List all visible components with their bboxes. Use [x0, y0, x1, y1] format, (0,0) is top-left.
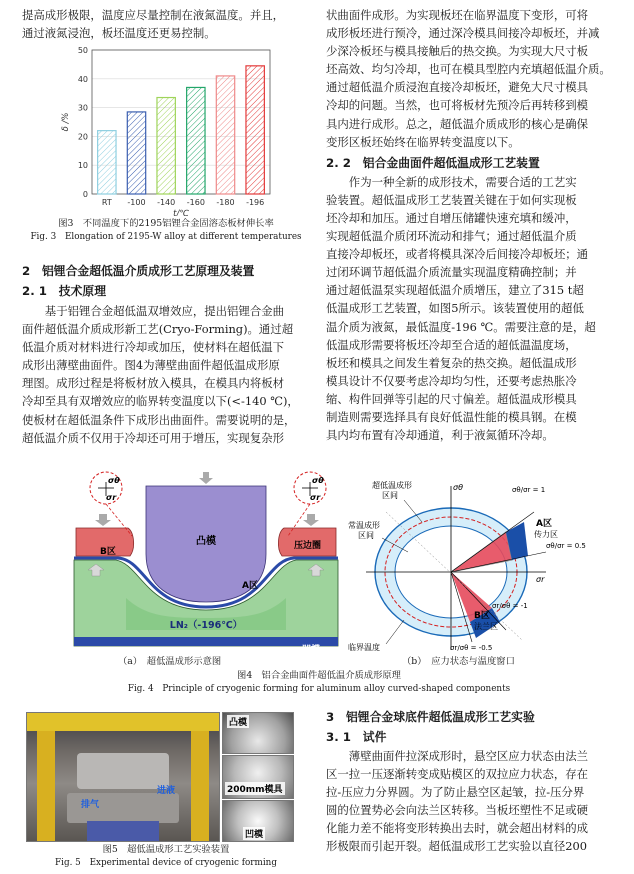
cryo-tank	[87, 821, 159, 841]
subcaption-a: （a） 超低温成形示意图	[118, 656, 222, 667]
a-zone-sub-label: 传力区	[534, 530, 558, 539]
text-line: 使板材在超低温条件下成形出曲面件。需要说明的是，	[22, 412, 296, 427]
text-line: 成形出薄壁曲面件。图4为薄壁曲面件超低温成形原	[22, 358, 280, 373]
caption-cn: 图3 不同温度下的2195铝锂合金固溶态板材伸长率	[58, 218, 274, 229]
figure-4-captions	[22, 656, 616, 695]
bar	[187, 87, 205, 194]
text-line: 验装置。超低温成形工艺装置关键在于如何实现板	[326, 192, 577, 207]
press-crossbeam	[27, 713, 219, 731]
caption-en: Fig. 5 Experimental device of cryogenic forming	[55, 857, 277, 868]
ratio-m05-label: σr/σθ = -0.5	[450, 644, 493, 652]
critical-temp-label: 临界温度	[348, 643, 380, 652]
paragraph	[326, 173, 616, 444]
paragraph	[22, 302, 310, 447]
die-photo	[222, 800, 294, 842]
press-photo	[26, 712, 220, 842]
text-line: 超低温介质不仅用于冷却还可用于增压，实现复杂形	[22, 430, 284, 445]
figure-4b-diagram	[346, 472, 608, 658]
bar	[246, 66, 264, 194]
fill-label: 进液	[157, 786, 176, 796]
text-line: 通过液氮浸泡，板坯温度还更易控制。	[22, 26, 216, 41]
text-line: 冷却至具有双增效应的临界转变温度以下(<-140 ℃)，	[22, 394, 299, 409]
ratio-m1-label: σr/σθ = -1	[492, 602, 528, 610]
subsection-title: 3. 1 试件	[326, 730, 387, 744]
normal-zone-label-2: 区间	[358, 531, 374, 540]
text-line: 坯冷却和加压。通过自增压储罐快速充填和缓冲，	[326, 210, 577, 225]
text-line: 过闭环调节超低温介质流量实现温度精确控制；并	[326, 265, 577, 280]
sigma-theta-label: σθ	[108, 476, 120, 485]
press-column	[191, 731, 209, 841]
punch-label: 凸模	[196, 536, 216, 547]
x-tick-label: -160	[186, 198, 205, 207]
text-line: 坯高效、均匀冷却，也可在模具型腔内充填超低温介质。	[326, 62, 611, 77]
sigma-r-label: σr	[106, 493, 117, 502]
subsection-title: 2. 1 技术原理	[22, 284, 106, 298]
x-tick-label: -100	[127, 198, 146, 207]
text-line: 区一拉一压逐渐转变成贴模区的双拉应力状态，存在	[326, 767, 588, 782]
text-line: 直接冷却板坯，或者将模具深冷后间接冷却板坯；通	[326, 247, 588, 262]
sigma-theta-label: σθ	[312, 476, 324, 485]
x-axis-label: t/℃	[173, 209, 189, 216]
bar	[216, 76, 234, 194]
part-tag: 200mm模具	[225, 782, 285, 795]
arrow-down-icon	[303, 514, 319, 526]
paragraph	[326, 747, 616, 856]
die-tag: 凹模	[243, 827, 265, 840]
press-column	[37, 731, 55, 841]
right-intro	[326, 6, 616, 444]
left-intro	[22, 6, 310, 42]
caption-cn: 图4 铝合金曲面件超低温介质成形原理	[237, 670, 401, 681]
sigma-r-axis: σr	[536, 575, 545, 584]
text-line: 温介质为液氮，最低温度-196 ℃。需要注意的是，超	[326, 319, 596, 334]
text-line: 圆的位置势必会向法兰区转移。当板坯塑性不足或硬	[326, 803, 588, 818]
y-tick-label: 40	[77, 74, 88, 84]
text-line: 成形板坯进行预冷，通过深冷模具间接冷却板坯，并减	[326, 26, 600, 41]
figure-4a-diagram	[66, 470, 346, 656]
forming-schematic	[66, 470, 346, 656]
section-2	[22, 262, 310, 447]
text-line: 实现超低温介质闭环流动和排气；通过超低温介质	[326, 229, 577, 244]
b-zone-label: B区	[100, 547, 116, 557]
text-line: 低温成形工艺装置，如图5所示。该装置使用的超低	[326, 301, 584, 316]
text-line: 变形区板坯始终在临界转变温度以下。	[326, 134, 520, 149]
holder-label: 压边圈	[294, 541, 322, 551]
stress-window-diagram	[346, 472, 608, 658]
arrow-down-icon	[95, 514, 111, 526]
sigma-r-label: σr	[310, 493, 321, 502]
text-line: 通过超低温泵实现超低温介质增压，建立了315 t超	[326, 283, 584, 298]
text-line: 提高成形极限，温度应尽量控制在液氮温度。并且，	[22, 8, 284, 22]
text-line: 通过超低温介质浸泡直接冷却板坯，避免大尺寸模具	[326, 80, 588, 95]
subsection-title: 2. 2 铝合金曲面件超低温成形工艺装置	[326, 155, 540, 170]
bar-chart	[58, 44, 278, 216]
ratio-05-label: σθ/σr = 0.5	[546, 542, 586, 550]
exhaust-label: 排气	[81, 800, 100, 810]
figure-3-caption	[22, 218, 310, 243]
text-line: 形极限而引起开裂。超低温成形工艺实验以直径200	[326, 839, 587, 854]
a-zone-label: A区	[536, 519, 552, 529]
caption-cn: 图5 超低温成形工艺实验装置	[102, 844, 230, 855]
y-tick-label: 20	[77, 132, 88, 142]
text-line: 具内均布置有冷却通道，利于液氮循环冷却。	[326, 428, 554, 443]
text-line: 基于铝锂合金超低温双增效应，提出铝锂合金曲	[44, 304, 285, 318]
text-line: 理图。成形过程是将板材放入模具，在模具内将板材	[22, 376, 284, 391]
text-line: 少深冷板坯与模具接触后的热交换。为实现大尺寸板	[326, 44, 588, 59]
y-tick-label: 0	[82, 190, 88, 199]
text-line: 化能力差不能将变形转换出去时，就会超出材料的成	[326, 821, 588, 836]
arrow-down-icon	[199, 472, 213, 484]
subcaption-b: （b） 应力状态与温度窗口	[402, 656, 515, 667]
a-zone-label: A区	[242, 581, 258, 591]
caption-en: Fig. 3 Elongation of 2195-W alloy at different temperatures	[30, 231, 302, 242]
text-line: 薄壁曲面件拉深成形时，悬空区应力状态由法兰	[348, 749, 589, 763]
caption-en: Fig. 4 Principle of cryogenic forming for aluminum alloy curved-shaped components	[127, 683, 511, 694]
section-title: 2 铝锂合金超低温介质成形工艺原理及装置	[22, 264, 255, 278]
normal-zone-label: 常温成形	[348, 521, 380, 530]
section-3	[326, 708, 616, 856]
figure-5-caption	[22, 844, 310, 869]
punch-tag: 凸模	[227, 715, 249, 728]
press-platen	[77, 753, 169, 789]
text-line: 板坯和模具之间发生着复杂的热交换。超低温成形	[326, 355, 577, 370]
text-line: 作为一种全新的成形技术，需要合适的工艺实	[348, 174, 577, 189]
text-line: 冷却的问题。当然，也可将板材先预冷后再转移到模	[326, 98, 588, 113]
y-tick-label: 30	[77, 103, 88, 113]
die-label: 凹模	[302, 645, 321, 655]
b-zone-label: B区	[474, 611, 490, 621]
x-tick-label: -196	[246, 198, 265, 207]
figure-3-chart	[58, 44, 278, 216]
bar	[157, 98, 175, 194]
ultra-zone-label-2: 区间	[382, 491, 398, 500]
ln2-label: LN₂（-196℃）	[169, 620, 243, 631]
text-line: 具内进行成形。总之，超低温介质成形的核心是确保	[326, 116, 588, 131]
bar	[98, 131, 116, 194]
plot-frame	[92, 50, 270, 194]
text-line: 缩、构件回弹等引起的尺寸偏差。超低温成形模具	[326, 391, 577, 406]
x-tick-label: -140	[157, 198, 176, 207]
text-line: 拉-压应力分界圆。为了防止悬空区起皱，拉-压分界	[326, 785, 585, 800]
y-tick-label: 50	[77, 46, 88, 55]
text-line: 面件超低温介质成形新工艺(Cryo-Forming)。通过超	[22, 322, 294, 337]
text-line: 低温成形需要将板坯冷却至合适的超低温温度场，	[326, 337, 577, 352]
x-tick-label: RT	[101, 198, 112, 207]
text-line: 低温介质对材料进行冷却或加压，使材料在超低温下	[22, 340, 284, 355]
y-tick-label: 10	[77, 161, 88, 171]
bar	[127, 112, 145, 194]
punch-photo	[222, 712, 294, 754]
sigma-theta-axis: σθ	[453, 483, 463, 492]
text-line: 状曲面件成形。为实现板坯在临界温度下变形，可将	[326, 8, 588, 22]
text-line: 模具设计不仅要考虑冷却均匀性，还要考虑热胀冷	[326, 373, 577, 388]
part-photo	[222, 755, 294, 799]
ratio-1-label: σθ/σr = 1	[512, 486, 546, 494]
y-axis-label: δ /%	[61, 112, 71, 132]
die-base-plate	[74, 637, 338, 646]
b-zone-sub-label: 法兰区	[474, 622, 498, 631]
x-tick-label: -180	[216, 198, 235, 207]
section-title: 3 铝锂合金球底件超低温成形工艺实验	[326, 710, 535, 724]
ultra-zone-label: 超低温成形	[372, 481, 412, 490]
text-line: 制造则需要选择具有良好低温性能的模具钢。在模	[326, 409, 577, 424]
